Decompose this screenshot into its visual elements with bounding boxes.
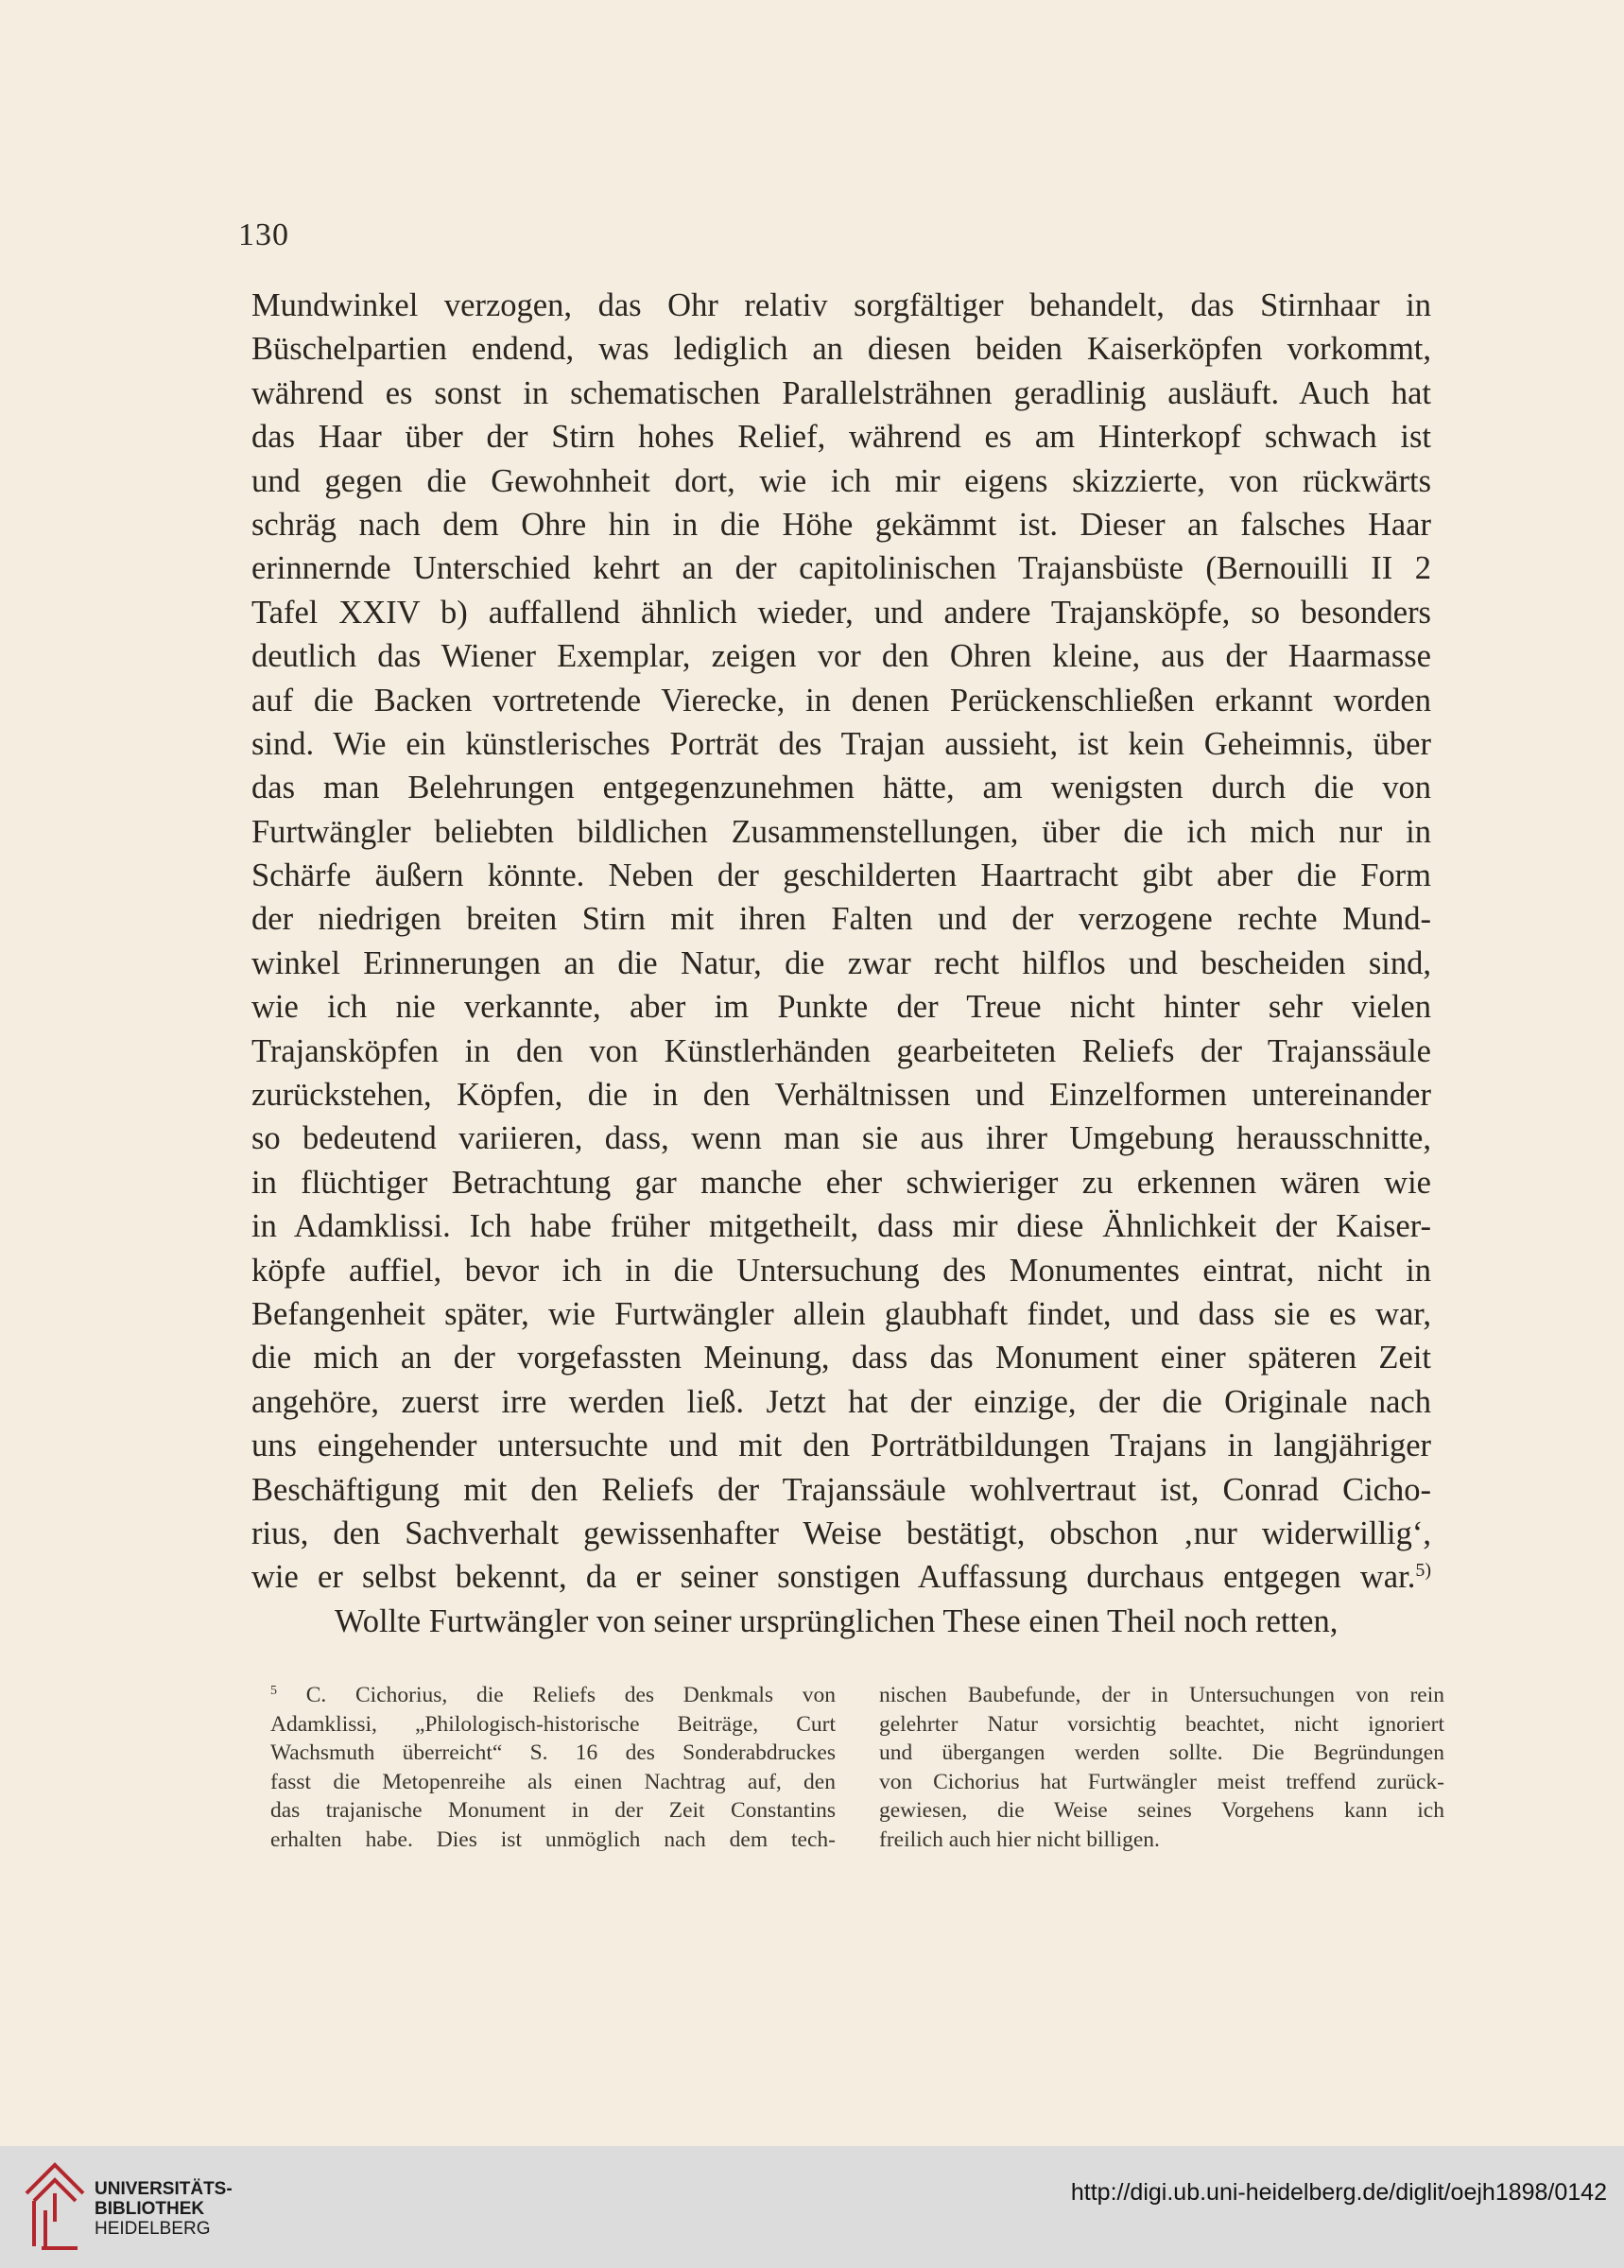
footnote-line: Adamklissi, „Philologisch-historische Beiträge, Curt [270,1711,836,1737]
text-line: und gegen die Gewohnheit dort, wie ich mir eigens skizzierte, von rückwärts [251,462,1431,499]
footnote-number: 5 [270,1684,277,1698]
page-number: 130 [238,217,289,252]
text-line: so bedeutend variieren, dass, wenn man sie aus ihrer Umgebung herausschnitte, [251,1120,1431,1157]
text-line: winkel Erinnerungen an die Natur, die zwar recht hilflos und bescheiden sind, [251,944,1431,981]
text-line: Furtwängler beliebten bildlichen Zusammenstellungen, über die ich mich nur in [251,813,1431,850]
footnote-line: nischen Baubefunde, der in Untersuchungen von rein [879,1683,1444,1707]
text-line: in flüchtiger Betrachtung gar manche eher schwieriger zu erkennen wären wie [251,1164,1431,1201]
text-line: wie ich nie verkannte, aber im Punkte der Treue nicht hinter sehr vielen [251,989,1431,1026]
text-line: Befangenheit später, wie Furtwängler allein glaubhaft findet, und dass sie es war, [251,1295,1431,1332]
source-url-link[interactable]: http://digi.ub.uni-heidelberg.de/diglit/oejh1898/0142 [1070,2179,1607,2206]
text-line: deutlich das Wiener Exemplar, zeigen vor den Ohren kleine, aus der Haarmasse [251,638,1431,675]
text-line: Beschäftigung mit den Reliefs der Trajanssäule wohlvertraut ist, Conrad Cicho- [251,1471,1431,1508]
text-line: Mundwinkel verzogen, das Ohr relativ sorgfältiger behandelt, das Stirnhaar in [251,287,1431,323]
logo-line-3: HEIDELBERG [95,2219,211,2239]
text-line: das Haar über der Stirn hohes Relief, während es am Hinterkopf schwach ist [251,419,1431,456]
text-line: Büschelpartien endend, was lediglich an diesen beiden Kaiserköpfen vorkommt, [251,331,1431,368]
library-logo-icon[interactable] [21,2155,91,2254]
footnote-line: gelehrter Natur vorsichtig beachtet, nicht ignoriert [879,1711,1444,1737]
text-line: in Adamklissi. Ich habe früher mitgetheilt, dass mir diese Ähnlichkeit der Kaiser- [251,1208,1431,1245]
footnote-line: erhalten habe. Dies ist unmöglich nach dem tech- [270,1827,836,1852]
footnote-line-content: C. Cichorius, die Reliefs des Denkmals von [305,1683,836,1707]
text-line [251,1555,1431,1599]
text-line: schräg nach dem Ohre hin in die Höhe gekämmt ist. Dieser an falsches Haar [251,506,1431,543]
footnote-line: Wachsmuth überreicht“ S. 16 des Sonderabdruckes [270,1740,836,1766]
text-line: Trajansköpfen in den von Künstlerhänden gearbeiteten Reliefs der Trajanssäule [251,1032,1431,1069]
text-line-content: wie er selbst bekennt, da er seiner sonstigen Auffassung durchaus entgegen war. [251,1559,1416,1596]
text-line: während es sonst in schematischen Parallelsträhnen geradlinig ausläuft. Auch hat [251,374,1431,411]
library-logo-text [95,2179,233,2239]
text-line: Schärfe äußern könnte. Neben der geschilderten Haartracht gibt aber die Form [251,857,1431,894]
logo-line-2: BIBLIOTHEK [95,2199,205,2219]
footnote-line: und übergangen werden sollte. Die Begründungen [879,1740,1444,1766]
text-line: angehöre, zuerst irre werden ließ. Jetzt hat der einzige, der die Originale nach [251,1383,1431,1420]
text-line: Wollte Furtwängler von seiner ursprünglichen These einen Theil noch retten, [335,1602,1339,1639]
footnote-reference: 5) [1415,1560,1431,1582]
text-line: das man Belehrungen entgegenzunehmen hätte, am wenigsten durch die von [251,770,1431,806]
text-line: uns eingehender untersuchte und mit den Porträtbildungen Trajans in langjähriger [251,1428,1431,1464]
main-text-block [251,284,1431,1643]
footnote-column-right [879,1681,1444,1855]
text-line: der niedrigen breiten Stirn mit ihren Falten und der verzogene rechte Mund- [251,901,1431,938]
text-line: erinnernde Unterschied kehrt an der capitolinischen Trajansbüste (Bernouilli II 2 [251,550,1431,587]
text-line: zurückstehen, Köpfen, die in den Verhältnissen und Einzelformen untereinander [251,1077,1431,1114]
footnote-line: das trajanische Monument in der Zeit Constantins [270,1798,836,1824]
footnote-column-left [270,1681,836,1855]
footnote-line: von Cichorius hat Furtwängler meist treffend zurück- [879,1769,1444,1794]
logo-line-1: UNIVERSITÄTS- [95,2179,233,2199]
footnote-line: fasst die Metopenreihe als einen Nachtrag auf, den [270,1769,836,1794]
footnote-line: gewiesen, die Weise seines Vorgehens kann ich [879,1798,1444,1824]
text-line: sind. Wie ein künstlerisches Porträt des Trajan aussieht, ist kein Geheimnis, über [251,725,1431,762]
text-line: köpfe auffiel, bevor ich in die Untersuchung des Monumentes eintrat, nicht in [251,1252,1431,1289]
text-line: Tafel XXIV b) auffallend ähnlich wieder, und andere Trajansköpfe, so besonders [251,594,1431,631]
text-line: auf die Backen vortretende Vierecke, in denen Perückenschließen erkannt worden [251,682,1431,718]
footnote-line: freilich auch hier nicht billigen. [879,1827,1160,1852]
text-line: rius, den Sachverhalt gewissenhafter Weise bestätigt, obschon ‚nur widerwillig‘, [251,1515,1431,1551]
footer-bar [0,2146,1624,2268]
footnote-line [270,1681,836,1710]
text-line: die mich an der vorgefassten Meinung, dass das Monument einer späteren Zeit [251,1340,1431,1376]
